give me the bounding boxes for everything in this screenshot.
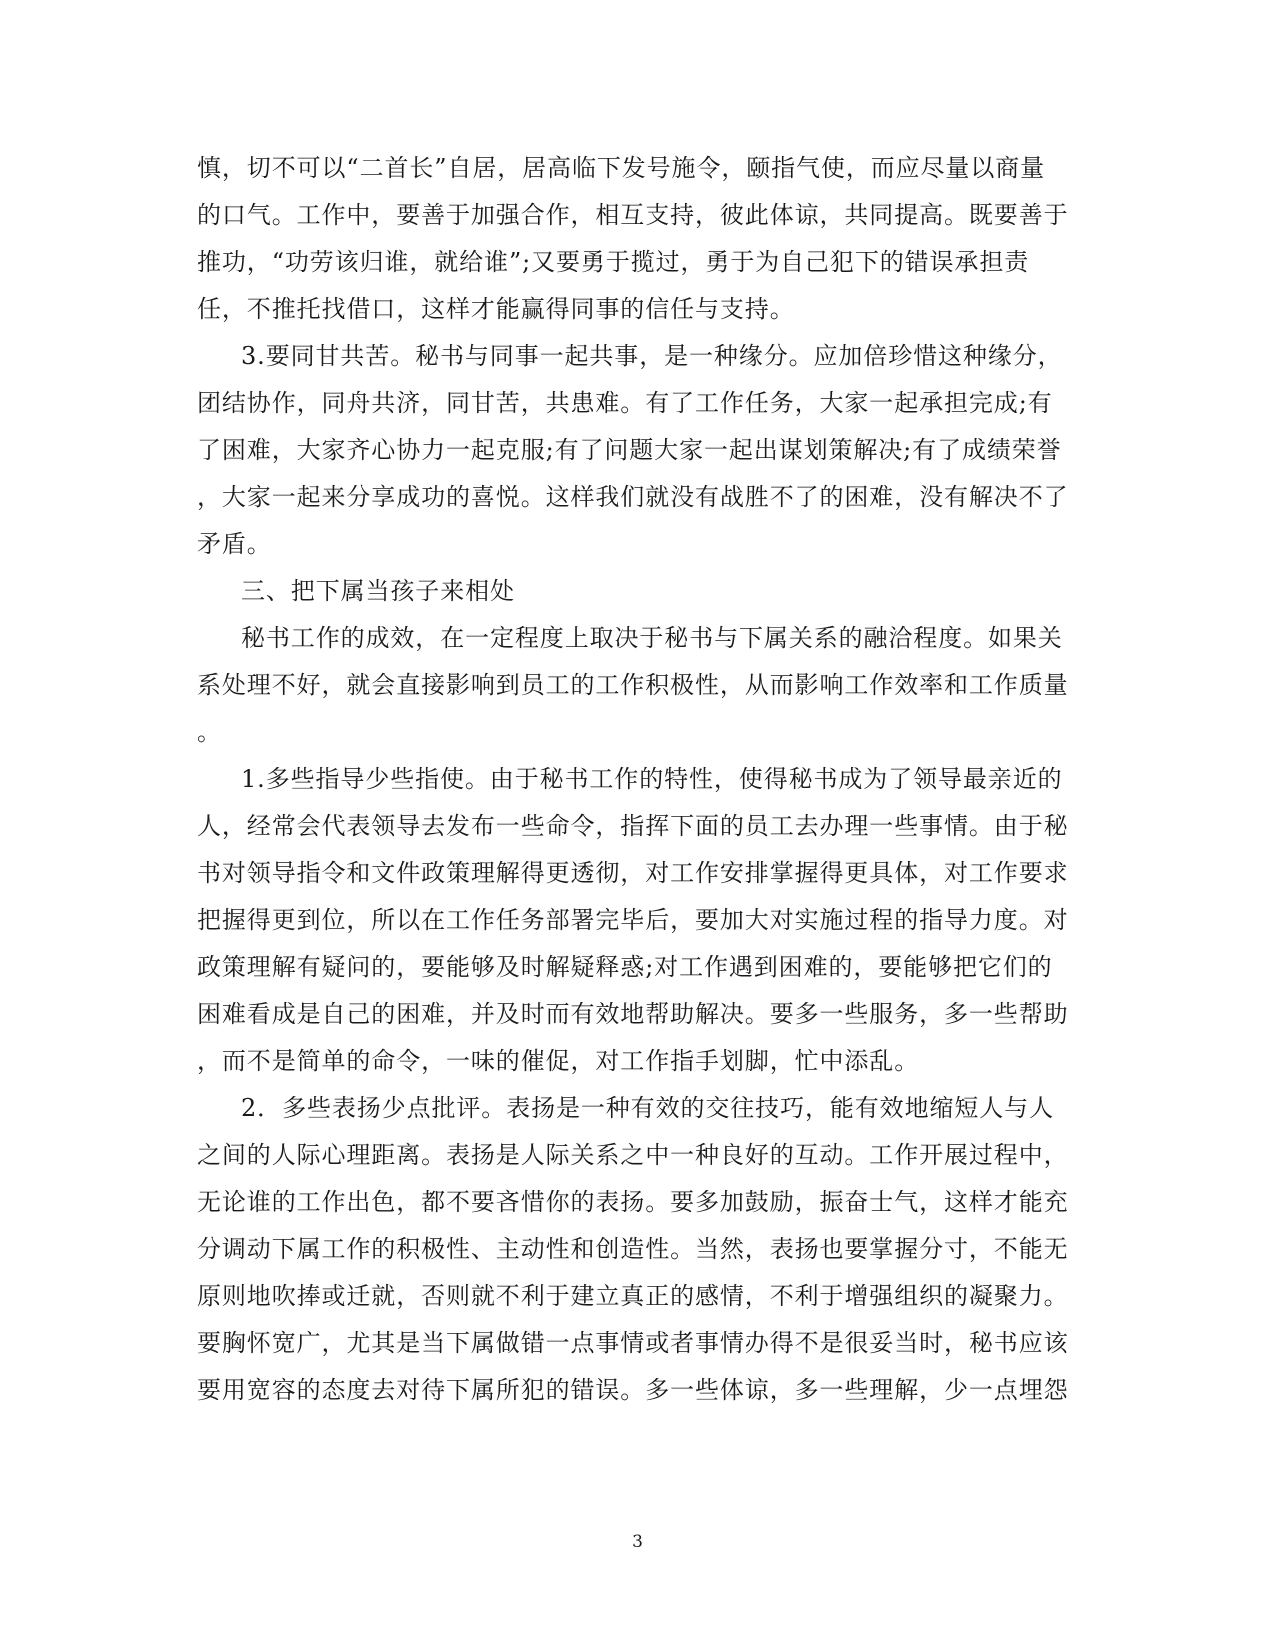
page-number: 3	[632, 1532, 643, 1552]
text-line: 书对领导指令和文件政策理解得更透彻，对工作安排掌握得更具体，对工作要求	[197, 859, 1069, 887]
text-line: 了困难，大家齐心协力一起克服;有了问题大家一起出谋划策解决;有了成绩荣誉	[197, 436, 1062, 464]
text-line: 慎，切不可以“二首长”自居，居高临下发号施令，颐指气使，而应尽量以商量	[197, 154, 1046, 182]
section-heading: 三、把下属当孩子来相处	[241, 577, 515, 605]
text-line: 分调动下属工作的积极性、主动性和创造性。当然，表扬也要掌握分寸，不能无	[197, 1235, 1069, 1263]
text-line: 要用宽容的态度去对待下属所犯的错误。多一些体谅，多一些理解，少一点埋怨	[197, 1376, 1069, 1404]
text-line: 1.多些指导少些指使。由于秘书工作的特性，使得秘书成为了领导最亲近的	[241, 765, 1063, 793]
text-line: 系处理不好，就会直接影响到员工的工作积极性，从而影响工作效率和工作质量	[197, 671, 1069, 699]
text-line: 矛盾。	[197, 530, 272, 558]
text-line: 把握得更到位，所以在工作任务部署完毕后，要加大对实施过程的指导力度。对	[197, 906, 1069, 934]
text-line: 3.要同甘共苦。秘书与同事一起共事，是一种缘分。应加倍珍惜这种缘分，	[241, 342, 1063, 370]
text-line: 任，不推托找借口，这样才能赢得同事的信任与支持。	[197, 295, 795, 323]
text-line: 要胸怀宽广，尤其是当下属做错一点事情或者事情办得不是很妥当时，秘书应该	[197, 1329, 1069, 1357]
text-line: 困难看成是自己的困难，并及时而有效地帮助解决。要多一些服务，多一些帮助	[197, 1000, 1069, 1028]
text-line: ，而不是简单的命令，一味的催促，对工作指手划脚，忙中添乱。	[197, 1047, 920, 1075]
text-line: 团结协作，同舟共济，同甘苦，共患难。有了工作任务，大家一起承担完成;有	[197, 389, 1053, 417]
text-line: 之间的人际心理距离。表扬是人际关系之中一种良好的互动。工作开展过程中，	[197, 1141, 1069, 1169]
text-line: 原则地吹捧或迁就，否则就不利于建立真正的感情，不利于增强组织的凝聚力。	[197, 1282, 1069, 1310]
text-line: 推功，“功劳该归谁，就给谁”;又要勇于揽过，勇于为自己犯下的错误承担责	[197, 248, 1030, 276]
text-line: 2．多些表扬少点批评。表扬是一种有效的交往技巧，能有效地缩短人与人	[241, 1094, 1054, 1122]
text-line: 无论谁的工作出色，都不要吝惜你的表扬。要多加鼓励，振奋士气，这样才能充	[197, 1188, 1069, 1216]
text-line: 。	[197, 718, 222, 746]
text-line: ，大家一起来分享成功的喜悦。这样我们就没有战胜不了的困难，没有解决不了	[197, 483, 1069, 511]
text-line: 政策理解有疑问的，要能够及时解疑释惑;对工作遇到困难的，要能够把它们的	[197, 953, 1053, 981]
text-line: 人，经常会代表领导去发布一些命令，指挥下面的员工去办理一些事情。由于秘	[197, 812, 1069, 840]
text-line: 秘书工作的成效，在一定程度上取决于秘书与下属关系的融洽程度。如果关	[241, 624, 1063, 652]
text-line: 的口气。工作中，要善于加强合作，相互支持，彼此体谅，共同提高。既要善于	[197, 201, 1069, 229]
